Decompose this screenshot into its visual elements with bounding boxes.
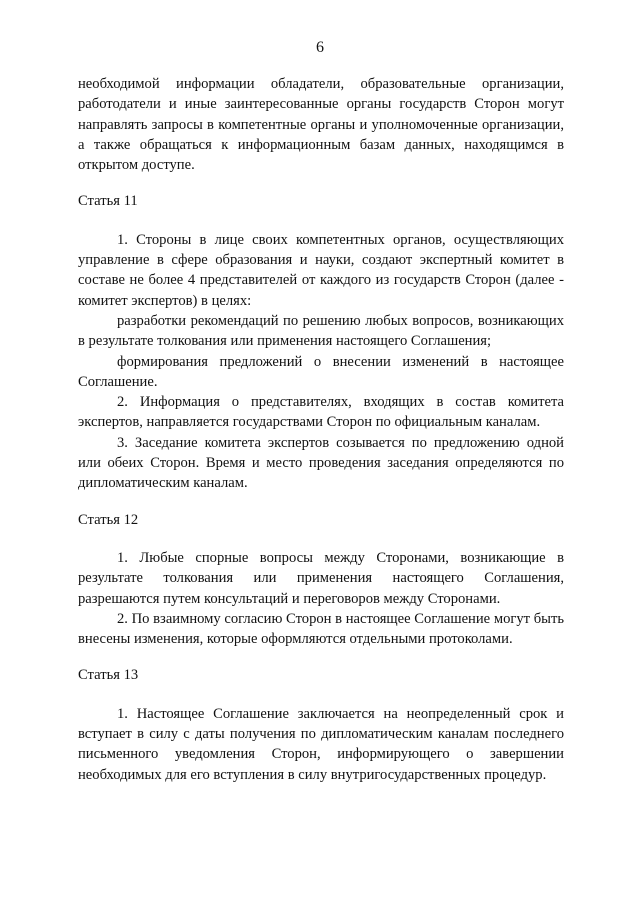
- article-13-heading: Статья 13: [78, 667, 139, 684]
- article-12-paragraph-1: 1. Любые спорные вопросы между Сторонами, возникающие в результате толкования или применения настоящего Соглашения, разрешаются путем консультаций и переговоров между Сторонами.: [78, 549, 564, 607]
- article-13-paragraph-1: 1. Настоящее Соглашение заключается на неопределенный срок и вступает в силу с даты получения по дипломатическим каналам последнего письменного уведомления Сторон, информирующего о завершении необходимых для его вступления в силу внутригосударственных процедур.: [78, 705, 564, 783]
- intro-paragraph: необходимой информации обладатели, образовательные организации, работодатели и иные заинтересованные органы государств Сторон могут направлять запросы в компетентные органы и уполномоченные организации, а также обращаться к информационным базам данных, находящимся в открытом доступе.: [78, 76, 564, 174]
- article-11-paragraph-3: формирования предложений о внесении изменений в настоящее Соглашение.: [78, 353, 564, 390]
- document-body: [78, 74, 564, 785]
- article-11-paragraph-1: 1. Стороны в лице своих компетентных органов, осуществляющих управление в сфере образования и науки, создают экспертный комитет в составе не более 4 представителей от каждого из государств Сторон (далее - комитет экспертов) в целях:: [78, 231, 564, 309]
- article-11-paragraph-5: 3. Заседание комитета экспертов созывается по предложению одной или обеих Сторон. Время и место проведения заседания определяются по дипломатическим каналам.: [78, 434, 564, 492]
- page-number: 6: [316, 39, 324, 56]
- article-12-heading: Статья 12: [78, 511, 139, 528]
- article-12-paragraph-2: 2. По взаимному согласию Сторон в настоящее Соглашение могут быть внесены изменения, которые оформляются отдельными протоколами.: [78, 610, 564, 648]
- article-11-paragraph-4: 2. Информация о представителях, входящих в состав комитета экспертов, направляется государствами Сторон по официальным каналам.: [78, 394, 564, 431]
- article-11-heading: Статья 11: [78, 193, 138, 210]
- article-11-paragraph-2: разработки рекомендаций по решению любых вопросов, возникающих в результате толкования или применения настоящего Соглашения;: [78, 312, 564, 350]
